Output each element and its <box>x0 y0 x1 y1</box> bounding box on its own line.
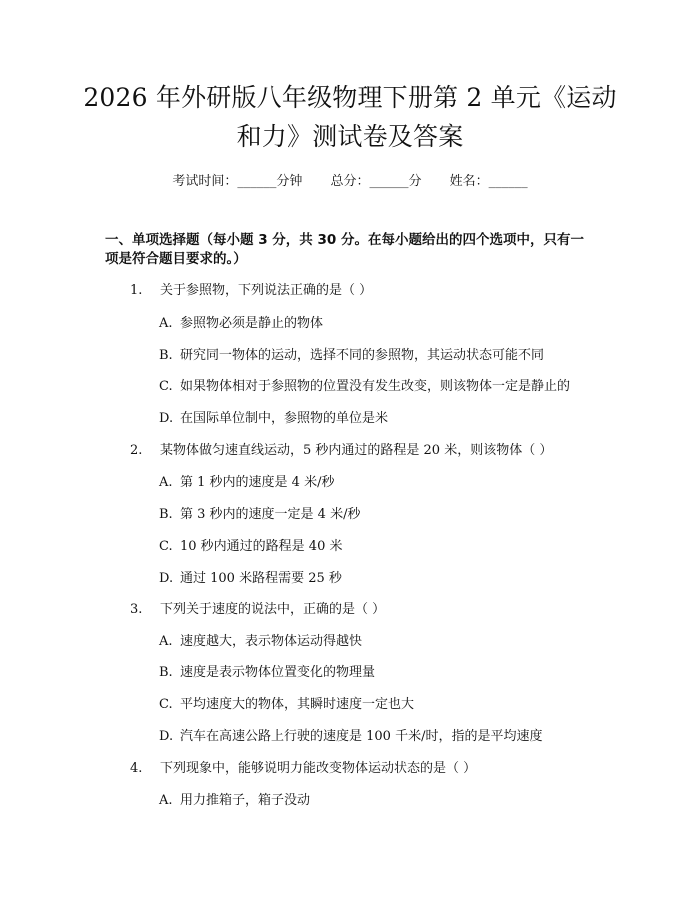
option-text: 速度是表示物体位置变化的物理量 <box>180 665 376 680</box>
question-3 <box>130 601 385 619</box>
question-1-option-b <box>159 347 544 365</box>
question-1 <box>130 282 372 300</box>
option-text: 平均速度大的物体，其瞬时速度一定也大 <box>180 697 415 712</box>
question-3-option-a <box>159 633 362 651</box>
option-text: 研究同一物体的运动，选择不同的参照物，其运动状态可能不同 <box>180 348 545 363</box>
question-2 <box>130 442 552 460</box>
question-2-option-d <box>159 570 342 588</box>
question-2-option-b <box>159 506 360 524</box>
exam-time: 考试时间：______分钟 <box>172 174 303 189</box>
option-letter: B. <box>159 507 173 522</box>
option-text: 通过 100 米路程需要 25 秒 <box>180 571 342 586</box>
option-text: 如果物体相对于参照物的位置没有发生改变，则该物体一定是静止的 <box>180 379 571 394</box>
question-3-option-c <box>159 696 414 714</box>
question-number: 3. <box>130 602 143 617</box>
question-text: 某物体做匀速直线运动，5 秒内通过的路程是 20 米，则该物体（ ） <box>160 443 553 458</box>
option-letter: A. <box>159 316 173 331</box>
question-number: 4. <box>130 761 143 776</box>
option-letter: D. <box>159 729 174 744</box>
option-text: 在国际单位制中，参照物的单位是米 <box>180 411 389 426</box>
question-2-option-a <box>159 474 334 492</box>
question-4 <box>130 760 476 778</box>
question-number: 2. <box>130 443 143 458</box>
question-3-option-d <box>159 728 542 746</box>
option-text: 参照物必须是静止的物体 <box>180 316 324 331</box>
student-name: 姓名：______ <box>449 174 528 189</box>
question-text: 关于参照物，下列说法正确的是（ ） <box>160 283 373 298</box>
option-text: 汽车在高速公路上行驶的速度是 100 千米/时，指的是平均速度 <box>180 729 543 744</box>
question-1-option-d <box>159 410 388 428</box>
option-letter: A. <box>159 634 173 649</box>
option-letter: C. <box>159 379 173 394</box>
option-letter: A. <box>159 475 173 490</box>
question-text: 下列现象中，能够说明力能改变物体运动状态的是（ ） <box>160 761 477 776</box>
question-2-option-c <box>159 538 342 556</box>
question-number: 1. <box>130 283 143 298</box>
option-letter: D. <box>159 571 174 586</box>
option-letter: D. <box>159 411 174 426</box>
option-letter: C. <box>159 539 173 554</box>
option-letter: B. <box>159 348 173 363</box>
option-letter: B. <box>159 665 173 680</box>
document-title: 2026 年外研版八年级物理下册第 2 单元《运动和力》测试卷及答案 <box>83 83 617 151</box>
option-text: 10 秒内通过的路程是 40 米 <box>180 539 343 554</box>
question-1-option-a <box>159 315 323 333</box>
question-3-option-b <box>159 664 375 682</box>
option-letter: C. <box>159 697 173 712</box>
option-text: 速度越大，表示物体运动得越快 <box>180 634 363 649</box>
total-score: 总分：______分 <box>330 174 422 189</box>
question-4-option-a <box>159 792 310 810</box>
question-text: 下列关于速度的说法中，正确的是（ ） <box>160 602 386 617</box>
option-letter: A. <box>159 793 173 808</box>
option-text: 第 1 秒内的速度是 4 米/秒 <box>180 475 335 490</box>
option-text: 用力推箱子，箱子没动 <box>180 793 311 808</box>
option-text: 第 3 秒内的速度一定是 4 米/秒 <box>180 507 361 522</box>
section-heading-single-choice: 一、单项选择题（每小题 3 分，共 30 分。在每小题给出的四个选项中，只有一项是符合题目要求的。） <box>105 232 584 267</box>
exam-meta <box>0 170 700 189</box>
question-1-option-c <box>159 378 570 396</box>
